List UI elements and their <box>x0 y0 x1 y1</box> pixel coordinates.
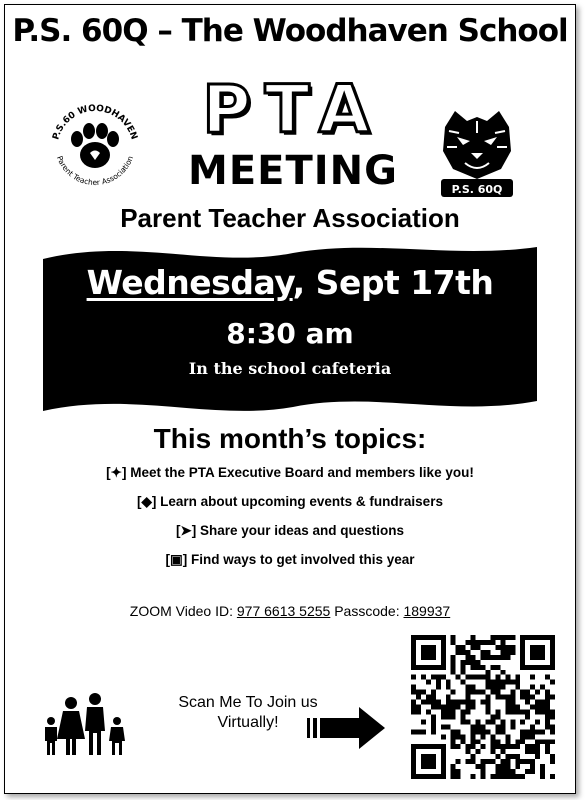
date-banner <box>43 241 537 419</box>
list-item: [▣] Find ways to get involved this year <box>165 552 415 567</box>
tiger-badge-text: P.S. 60Q <box>451 183 503 196</box>
qr-code-icon[interactable] <box>411 635 555 779</box>
meeting-day: Wednesday <box>86 263 293 302</box>
meeting-date-rest: , Sept 17th <box>292 263 494 302</box>
zoom-id-link[interactable]: 977 6613 5255 <box>236 603 331 619</box>
list-item: [➤] Share your ideas and questions <box>175 523 405 538</box>
logo-left-top-text: P.S.60 WOODHAVEN <box>51 103 139 142</box>
zoom-passcode-link[interactable]: 189937 <box>403 603 451 619</box>
zoom-info <box>5 603 575 619</box>
meeting-title: MEETING <box>188 148 398 194</box>
pta-title: PTA <box>202 71 384 148</box>
list-item: [✦] Meet the PTA Executive Board and members like you! <box>106 465 474 480</box>
topics-heading: This month’s topics: <box>153 423 427 454</box>
paw-print-icon <box>43 93 147 197</box>
tiger-head-icon <box>437 107 517 199</box>
logo-left-bottom-text: Parent Teacher Association <box>54 154 136 188</box>
school-title: P.S. 60Q – The Woodhaven School <box>12 13 568 49</box>
zoom-id-label: ZOOM Video ID: <box>129 603 237 619</box>
association-subtitle: Parent Teacher Association <box>120 203 460 233</box>
scan-line-2: Virtually! <box>217 714 279 731</box>
zoom-pass-label: Passcode: <box>330 603 404 619</box>
meeting-location: In the school cafeteria <box>188 359 392 378</box>
meeting-time: 8:30 am <box>226 317 354 350</box>
arrow-right-icon <box>303 705 387 751</box>
topics-list <box>5 465 575 581</box>
list-item: [◆] Learn about upcoming events & fundraisers <box>137 494 443 509</box>
scan-line-1: Scan Me To Join us <box>178 694 318 711</box>
meeting-date <box>43 263 537 302</box>
family-silhouette-icon <box>43 691 129 757</box>
flyer-page <box>4 4 576 794</box>
